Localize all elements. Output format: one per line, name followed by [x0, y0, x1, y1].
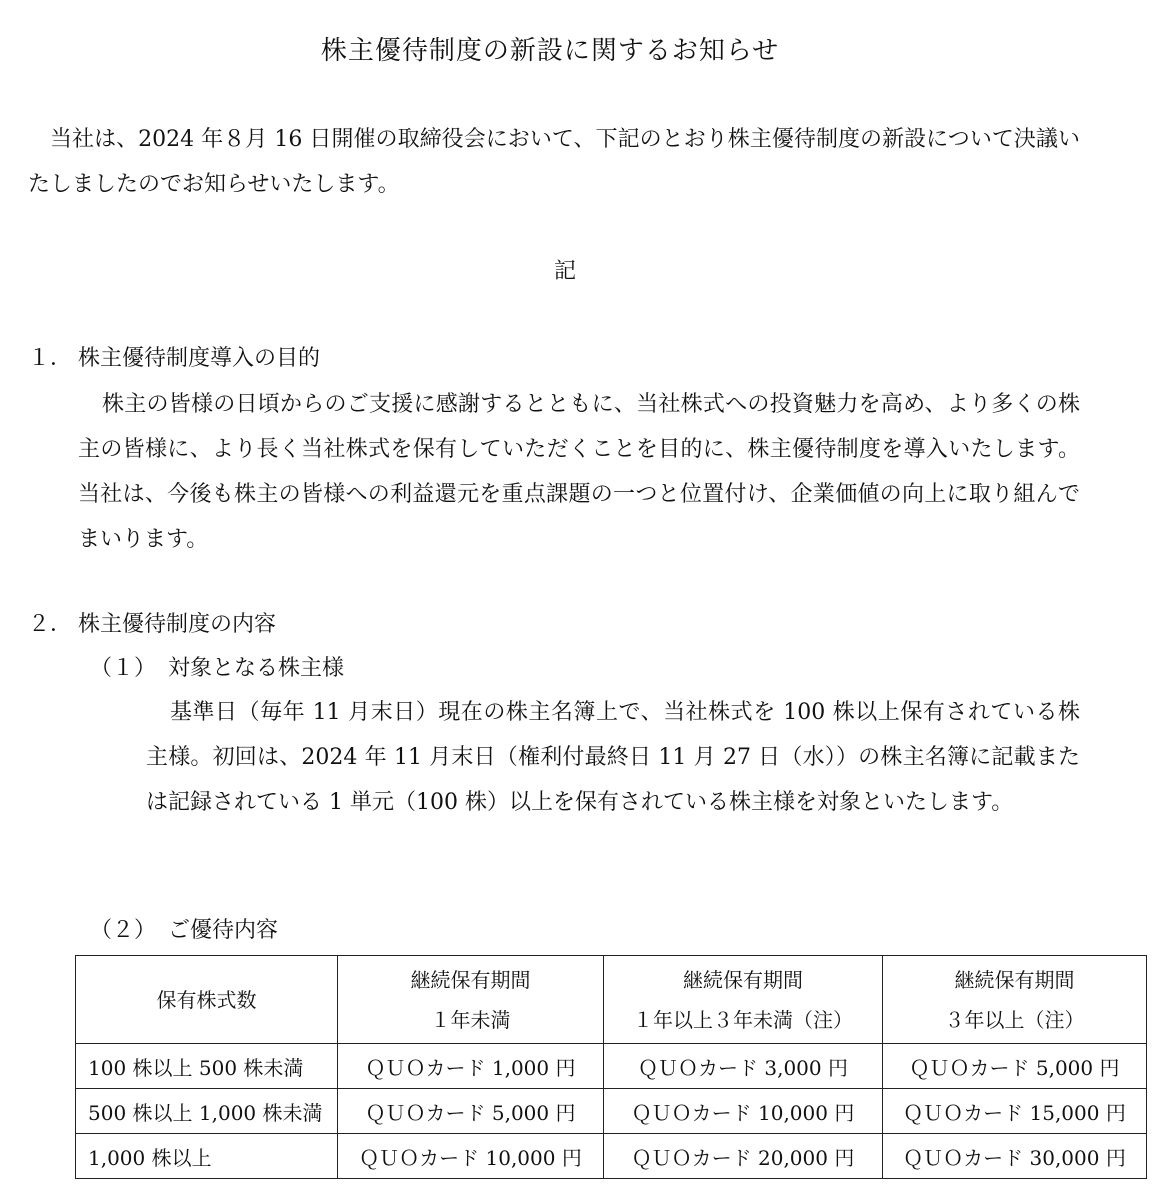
section-1-heading: [28, 344, 320, 374]
benefit-cell: ＱＵＯカード 10,000 円: [338, 1134, 604, 1179]
section-2-heading: [28, 610, 276, 640]
benefit-cell: ＱＵＯカード 15,000 円: [883, 1089, 1147, 1134]
subsection-1-heading: [90, 654, 344, 684]
row-shares-cell: 1,000 株以上: [76, 1134, 338, 1179]
header-shares: [76, 956, 338, 1044]
subsection-2-title: ご優待内容: [168, 918, 279, 943]
subsection-2-number: （２）: [90, 918, 157, 943]
section-1-body: 株主の皆様の日頃からのご支援に感謝するとともに、当社株式への投資魅力を高め、より多くの株主の皆様に、より長く当社株式を保有していただくことを目的に、株主優待制度を導入いたします。 当社は、今後も株主の皆様への利益還元を重点課題の一つと位置付け、企業価値の向上に取り組んでまいります。: [78, 392, 1080, 552]
header-period-under-1y: [338, 956, 604, 1044]
section-2-title: 株主優待制度の内容: [78, 612, 277, 637]
table-header-row: [76, 956, 1147, 1044]
table-row: [76, 1134, 1147, 1179]
header-label-line2: １年未満: [430, 1007, 511, 1032]
subsection-1-number: （１）: [90, 656, 157, 681]
header-label-line1: 継続保有期間: [683, 967, 803, 992]
header-label-line2: １年以上３年未満（注）: [633, 1007, 853, 1032]
header-period-over-3y: [883, 956, 1147, 1044]
row-shares-cell: 500 株以上 1,000 株未満: [76, 1089, 338, 1134]
section-1-title: 株主優待制度導入の目的: [78, 346, 321, 371]
header-label-line1: 継続保有期間: [410, 967, 531, 992]
intro-paragraph: 当社は、2024 年８月 16 日開催の取締役会において、下記のとおり株主優待制度の新設について決議いたしましたのでお知らせいたします。: [28, 127, 1080, 197]
subsection-1-title: 対象となる株主様: [168, 656, 345, 681]
section-1-number: １．: [28, 346, 73, 371]
subsection-1-body: 基準日（毎年 11 月末日）現在の株主名簿上で、当社株式を 100 株以上保有されている株主様。初回は、2024 年 11 月末日（権利付最終日 11 月 27 日（水））の株主名簿に記載または記録されている 1 単元（100 株）以上を保有されている株主様を対象といたします。: [146, 700, 1080, 815]
table-row: [76, 1044, 1147, 1089]
document-title: 株主優待制度の新設に関するお知らせ: [320, 36, 780, 66]
header-period-1y-3y: [604, 956, 883, 1044]
header-shares-label: 保有株式数: [156, 987, 257, 1012]
benefit-cell: ＱＵＯカード 10,000 円: [604, 1089, 883, 1134]
subsection-2-heading: [90, 916, 278, 946]
benefit-cell: ＱＵＯカード 5,000 円: [883, 1044, 1147, 1089]
benefit-cell: ＱＵＯカード 20,000 円: [604, 1134, 883, 1179]
benefit-cell: ＱＵＯカード 5,000 円: [338, 1089, 604, 1134]
benefit-cell: ＱＵＯカード 1,000 円: [338, 1044, 604, 1089]
benefit-cell: ＱＵＯカード 3,000 円: [604, 1044, 883, 1089]
header-label-line1: 継続保有期間: [954, 967, 1075, 992]
table-row: [76, 1089, 1147, 1134]
section-2-number: ２．: [28, 612, 73, 637]
row-shares-cell: 100 株以上 500 株未満: [76, 1044, 338, 1089]
benefit-cell: ＱＵＯカード 30,000 円: [883, 1134, 1147, 1179]
header-label-line2: ３年以上（注）: [944, 1007, 1085, 1032]
ki-marker: 記: [553, 259, 576, 284]
benefits-table: [75, 955, 1147, 1179]
